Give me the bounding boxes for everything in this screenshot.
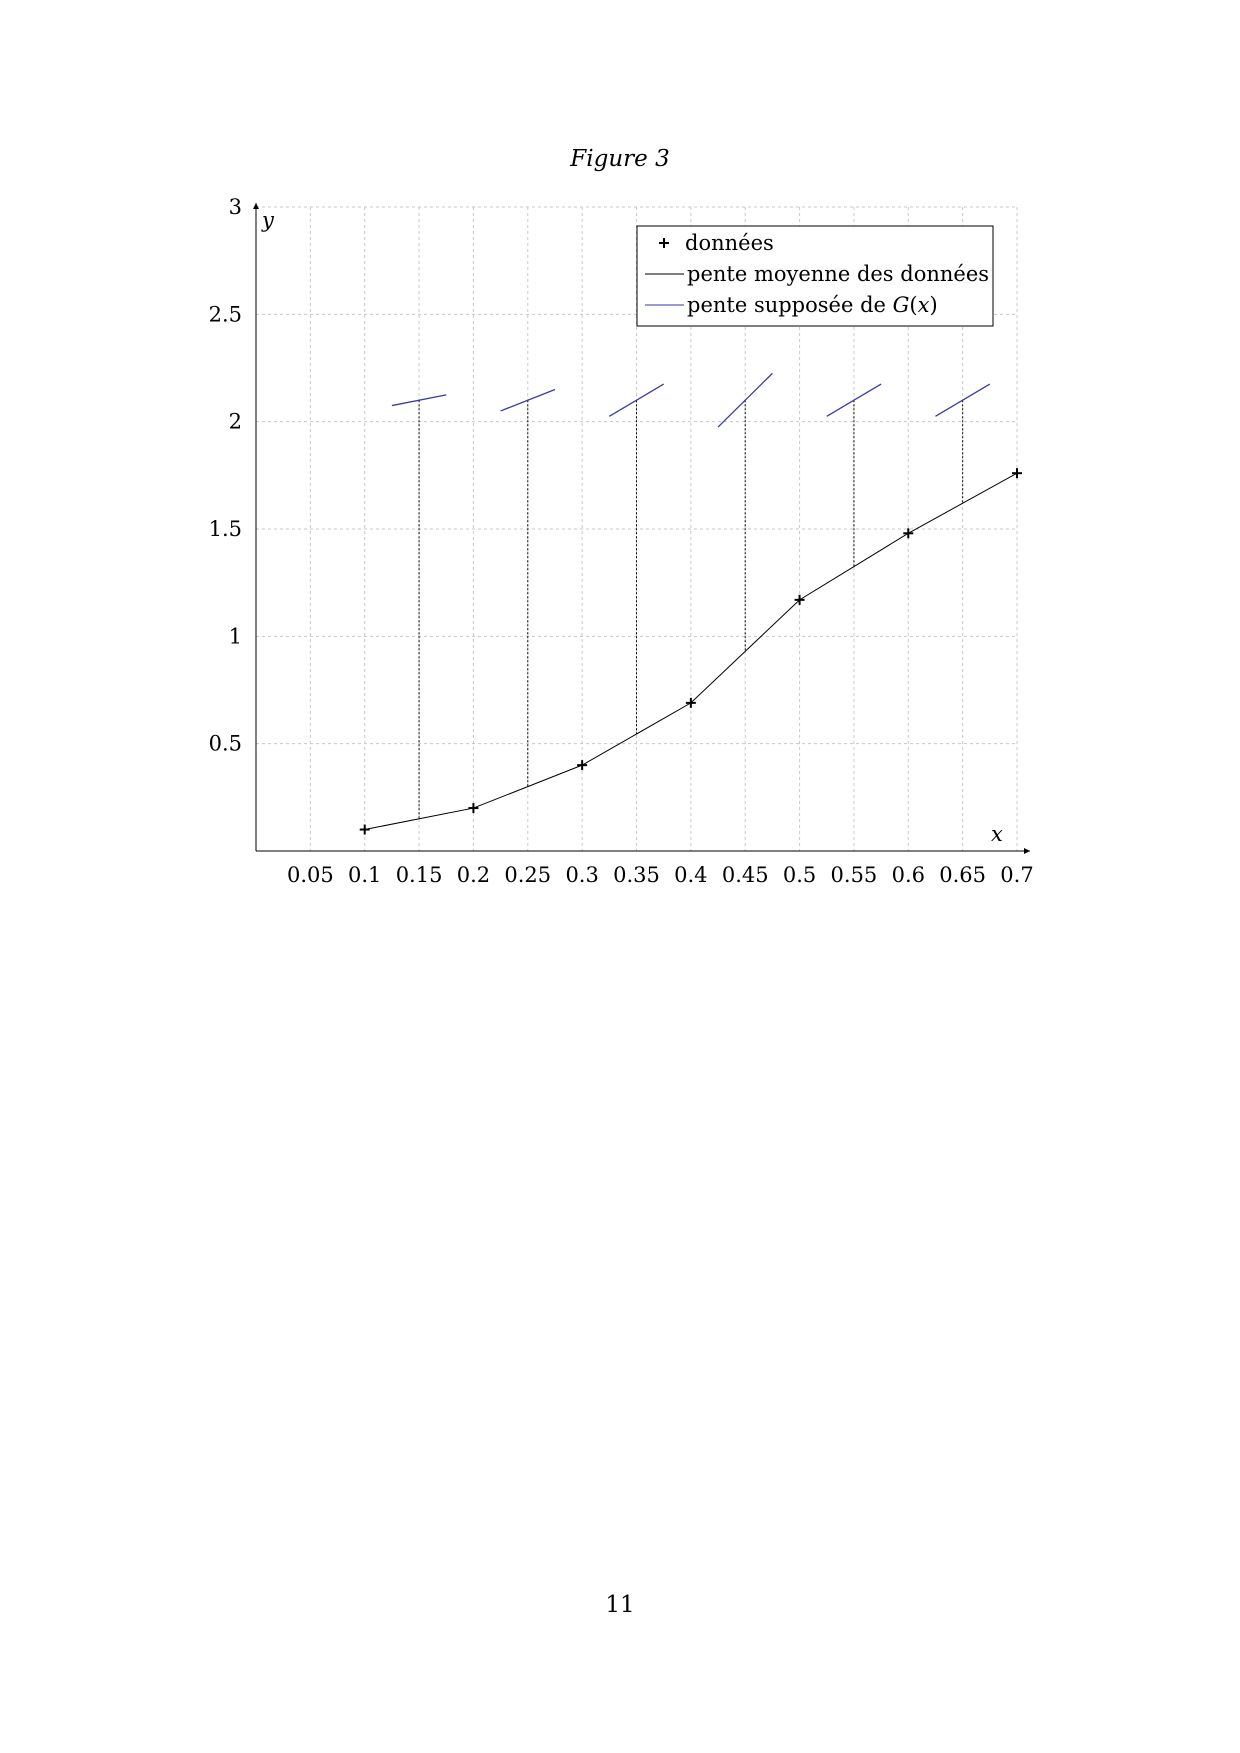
x-tick-label: 0.5 [782,863,817,887]
legend-label-tangent [687,293,938,317]
tangent-segment [392,395,446,406]
x-tick-label: 0.6 [891,863,925,887]
x-tick-label: 0.7 [1000,863,1034,887]
data-point-plus-icon [577,760,587,770]
x-tick-label: 0.05 [286,863,334,887]
x-axis-arrow-icon [1024,848,1030,854]
figure-caption: Figure 3 [570,146,670,172]
x-tick-label: 0.3 [565,863,599,887]
y-tick-label: 0.5 [208,731,242,756]
x-tick-label: 0.15 [395,863,443,887]
x-tick-label: 0.55 [830,863,878,887]
legend-label-data: données [685,231,774,255]
y-axis-arrow-icon [253,203,259,209]
legend-gx-close: ) [929,293,938,317]
x-tick-label: 0.25 [504,863,552,887]
x-tick-label: 0.65 [939,863,987,887]
data-point-plus-icon [468,803,478,813]
y-tick-label: 1.5 [208,517,242,541]
data-point-plus-icon [1012,468,1022,478]
y-axis-label: y [262,208,274,232]
legend-label-mean-slope: pente moyenne des données [687,262,990,286]
data-point-plus-icon [360,825,370,835]
x-tick-label: 0.4 [674,863,708,887]
legend-gx-open: ( [909,293,918,317]
y-tick-label: 3 [228,195,242,219]
data-point-plus-icon [903,528,913,538]
x-tick-label: 0.2 [456,863,491,887]
y-tick-label: 2.5 [208,302,242,327]
x-tick-label: 0.35 [613,863,660,887]
legend-gx-letter: G [892,293,910,317]
x-axis-label: x [991,822,1003,846]
legend [637,226,993,326]
y-tick-label: 2 [228,409,242,434]
y-tick-label: 1 [228,624,242,649]
x-tick-label: 0.1 [348,863,382,887]
legend-gx-var: x [917,293,930,317]
legend-label-tangent-text: pente supposée de [687,293,893,317]
x-tick-label: 0.45 [721,863,769,887]
page-number: 11 [605,1592,635,1618]
